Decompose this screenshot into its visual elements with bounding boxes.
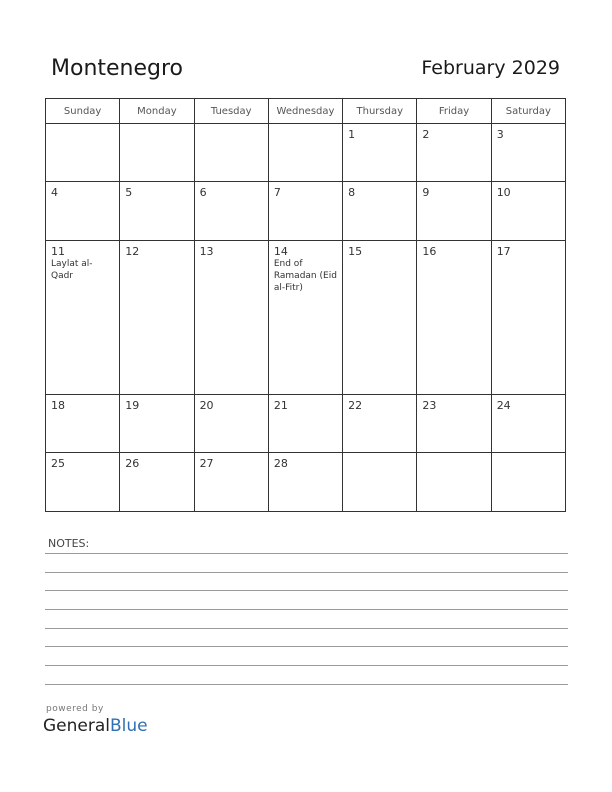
day-cell bbox=[343, 182, 417, 240]
day-number: 1 bbox=[348, 128, 356, 141]
week-row bbox=[46, 182, 566, 240]
day-cell bbox=[194, 453, 268, 512]
country-title: Montenegro bbox=[51, 56, 184, 81]
weekday-monday: Monday bbox=[120, 99, 194, 124]
weekday-friday: Friday bbox=[417, 99, 491, 124]
day-number: 16 bbox=[422, 244, 437, 258]
day-number: 18 bbox=[51, 399, 65, 413]
note-line bbox=[45, 665, 568, 666]
holiday-label: Laylat al-Qadr bbox=[51, 258, 93, 281]
day-number: 14 bbox=[273, 244, 288, 258]
day-cell bbox=[268, 240, 342, 394]
day-cell bbox=[120, 182, 194, 240]
day-cell bbox=[491, 395, 565, 453]
week-row bbox=[46, 240, 566, 394]
day-cell bbox=[46, 240, 120, 394]
day-cell bbox=[343, 395, 417, 453]
day-number: 23 bbox=[422, 399, 437, 413]
weekday-header-row bbox=[46, 99, 566, 124]
day-number: 6 bbox=[199, 186, 207, 200]
generalblue-logo bbox=[43, 716, 148, 736]
note-line bbox=[45, 553, 568, 554]
day-number: 4 bbox=[51, 186, 58, 200]
day-cell bbox=[46, 395, 120, 453]
note-line bbox=[45, 628, 568, 629]
holiday-label: End of Ramadan (Eid al-Fitr) bbox=[273, 258, 337, 293]
day-cell bbox=[417, 453, 491, 512]
day-cell bbox=[120, 395, 194, 453]
day-number: 9 bbox=[422, 186, 430, 200]
brand-blue: Blue bbox=[110, 716, 148, 736]
day-number: 22 bbox=[348, 399, 363, 413]
weekday-saturday: Saturday bbox=[491, 99, 565, 124]
day-number: 25 bbox=[51, 457, 65, 471]
note-line bbox=[45, 609, 568, 610]
note-line bbox=[45, 684, 568, 685]
day-number: 8 bbox=[348, 186, 356, 200]
day-cell bbox=[46, 453, 120, 512]
note-line bbox=[45, 590, 568, 591]
day-cell bbox=[120, 124, 194, 182]
note-line bbox=[45, 646, 568, 647]
weekday-thursday: Thursday bbox=[343, 99, 417, 124]
day-cell bbox=[417, 124, 491, 182]
day-cell bbox=[491, 240, 565, 394]
day-number: 17 bbox=[496, 244, 511, 258]
day-cell bbox=[343, 453, 417, 512]
day-cell bbox=[268, 182, 342, 240]
day-cell bbox=[46, 182, 120, 240]
day-number: 7 bbox=[273, 186, 281, 200]
calendar-grid bbox=[45, 98, 566, 512]
day-cell bbox=[120, 240, 194, 394]
day-cell bbox=[194, 182, 268, 240]
day-number: 11 bbox=[51, 244, 65, 258]
day-number: 21 bbox=[273, 399, 288, 413]
day-number: 20 bbox=[199, 399, 214, 413]
weekday-tuesday: Tuesday bbox=[194, 99, 268, 124]
day-cell bbox=[343, 124, 417, 182]
day-number: 19 bbox=[125, 399, 140, 413]
day-number: 15 bbox=[348, 244, 363, 258]
day-cell bbox=[268, 453, 342, 512]
day-number: 3 bbox=[496, 128, 504, 141]
day-cell bbox=[194, 395, 268, 453]
day-cell bbox=[491, 124, 565, 182]
day-cell bbox=[268, 395, 342, 453]
day-cell bbox=[491, 182, 565, 240]
day-number: 10 bbox=[496, 186, 511, 200]
week-row bbox=[46, 124, 566, 182]
day-number: 26 bbox=[125, 457, 140, 471]
day-cell bbox=[417, 395, 491, 453]
day-number: 13 bbox=[199, 244, 214, 258]
weekday-wednesday: Wednesday bbox=[268, 99, 342, 124]
day-cell bbox=[417, 182, 491, 240]
powered-by-text: powered by bbox=[46, 704, 104, 714]
day-number: 27 bbox=[199, 457, 214, 471]
day-cell bbox=[194, 240, 268, 394]
day-cell bbox=[268, 124, 342, 182]
notes-label: NOTES: bbox=[48, 537, 90, 550]
day-cell bbox=[46, 124, 120, 182]
week-row bbox=[46, 453, 566, 512]
day-cell bbox=[417, 240, 491, 394]
day-number: 28 bbox=[273, 457, 288, 471]
brand-general: General bbox=[43, 716, 110, 736]
week-row bbox=[46, 395, 566, 453]
day-number: 24 bbox=[496, 399, 511, 413]
weekday-sunday: Sunday bbox=[46, 99, 120, 124]
day-cell bbox=[194, 124, 268, 182]
day-number: 5 bbox=[125, 186, 133, 200]
note-line bbox=[45, 572, 568, 573]
day-cell bbox=[491, 453, 565, 512]
day-number: 2 bbox=[422, 128, 430, 141]
day-number: 12 bbox=[125, 244, 140, 258]
day-cell bbox=[120, 453, 194, 512]
day-cell bbox=[343, 240, 417, 394]
month-year-title: February 2029 bbox=[421, 57, 560, 79]
